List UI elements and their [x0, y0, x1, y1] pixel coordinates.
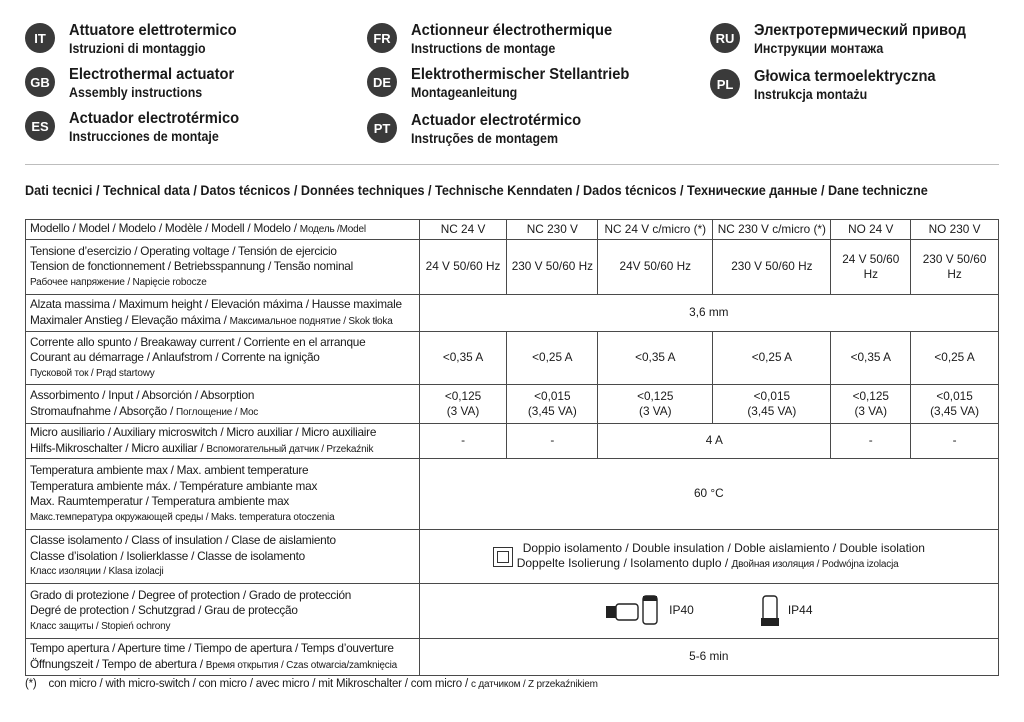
- language-block-de: [367, 66, 648, 101]
- language-title: Электротермический привод: [754, 22, 966, 39]
- table-cell: -: [831, 424, 911, 459]
- language-subtitle: Инструкции монтажа: [754, 41, 884, 56]
- cell-line: <0,015: [753, 388, 791, 403]
- table-cell: [419, 584, 998, 639]
- table-cell: [831, 385, 911, 424]
- table-row-micro: [26, 424, 999, 459]
- table-cell: -: [419, 424, 507, 459]
- language-block-gb: [25, 66, 249, 101]
- model-header: NC 230 V c/micro (*): [713, 220, 831, 240]
- language-badge: GB: [25, 67, 55, 97]
- table-row-insulation: [26, 530, 999, 584]
- table-cell: <0,25 A: [911, 332, 999, 385]
- label-line: Stromaufnahme / Absorção /: [30, 403, 174, 418]
- row-label: [26, 459, 420, 530]
- label-text-small: Поглощение / Moc: [176, 406, 259, 418]
- table-row-voltage: [26, 240, 999, 295]
- label-line: Tempo apertura / Aperture time / Tiempo de apertura / Temps d’ouverture: [30, 641, 394, 655]
- cell-line: <0,125: [637, 388, 674, 403]
- footnote: [25, 678, 598, 690]
- section-title: Dati tecnici / Technical data / Datos técnicos / Données techniques / Technische Kenndaten / Dados técnicos / Технические данные / Dane techniczne: [25, 183, 928, 198]
- language-title: Attuatore elettrotermico: [69, 22, 237, 39]
- label-line: Рабочее напряжение / Napięcie robocze: [30, 276, 207, 288]
- label-line: Classe d’isolation / Isolierklasse / Classe de isolamento: [30, 548, 305, 563]
- table-cell: 24V 50/60 Hz: [598, 240, 713, 295]
- language-block-pt: [367, 112, 596, 147]
- language-block-es: [25, 110, 254, 145]
- language-subtitle: Instrukcja montażu: [754, 87, 868, 102]
- table-cell: 5-6 min: [419, 639, 998, 676]
- cell-line: Doppio isolamento / Double insulation / Doble aislamiento / Double isolation: [522, 540, 925, 555]
- language-block-it: [25, 22, 251, 57]
- row-label: [26, 639, 420, 676]
- label-line: Classe isolamento / Class of insulation / Clase de aislamiento: [30, 533, 336, 548]
- language-subtitle: Instrucciones de montaje: [69, 129, 219, 144]
- table-cell: <0,35 A: [831, 332, 911, 385]
- label-line: Öffnungszeit / Tempo de abertura /: [30, 656, 203, 671]
- language-badge: FR: [367, 23, 397, 53]
- label-line: Макс.температура окружающей среды / Maks. temperatura otoczenia: [30, 511, 335, 523]
- table-row-breakaway: [26, 332, 999, 385]
- cell-line: <0,015: [534, 388, 571, 403]
- table-row-temperature: [26, 459, 999, 530]
- language-badge: PL: [710, 69, 740, 99]
- insulation-value: [424, 541, 994, 573]
- table-cell: <0,25 A: [713, 332, 831, 385]
- table-cell: 60 °C: [419, 459, 998, 530]
- table-cell: -: [507, 424, 598, 459]
- label-line: Hilfs-Mikroschalter / Micro auxiliar /: [30, 440, 204, 455]
- footnote-text: (*) con micro / with micro-switch / con micro / avec micro / mit Mikroschalter / com micro /: [25, 678, 468, 690]
- label-line: Temperatura ambiente máx. / Température ambiante max: [30, 478, 318, 493]
- label-text-small: Вспомогательный датчик / Przekaźnik: [206, 443, 374, 455]
- cell-line: (3,45 VA): [747, 404, 797, 418]
- model-header: NO 24 V: [831, 220, 911, 240]
- model-header: NC 24 V c/micro (*): [598, 220, 713, 240]
- label-line: Assorbimento / Input / Absorción / Absorption: [30, 388, 255, 402]
- row-label: [26, 240, 420, 295]
- language-title: Actuador electrotérmico: [69, 110, 240, 127]
- language-subtitle: Montageanleitung: [411, 85, 518, 100]
- label-text-small: Двойная изоляция / Podwójna izolacja: [731, 559, 899, 570]
- row-label: [26, 584, 420, 639]
- language-subtitle: Instruções de montagem: [411, 131, 559, 146]
- label-line: Tension de fonctionnement / Betriebsspannung / Tensão nominal: [30, 259, 353, 274]
- language-subtitle: Instructions de montage: [411, 41, 556, 56]
- table-cell: 230 V 50/60 Hz: [911, 240, 999, 295]
- table-row-height: [26, 295, 999, 332]
- label-line: Max. Raumtemperatur / Temperatura ambiente max: [30, 494, 290, 508]
- technical-data-table: [25, 219, 999, 676]
- row-label: [26, 220, 420, 240]
- label-line: Alzata massima / Maximum height / Elevación máxima / Hausse maximale: [30, 297, 402, 311]
- table-cell: [507, 385, 598, 424]
- language-badge: PT: [367, 113, 397, 143]
- cell-line: <0,125: [852, 388, 889, 403]
- language-badge: DE: [367, 67, 397, 97]
- cell-line: Doppelte Isolierung / Isolamento duplo /: [516, 556, 729, 570]
- cell-line: <0,125: [444, 388, 482, 403]
- cell-line: (3 VA): [446, 404, 480, 418]
- language-title: Elektrothermischer Stellantrieb: [411, 66, 630, 83]
- actuator-vertical-icon: [760, 594, 780, 628]
- double-insulation-icon: [493, 547, 513, 567]
- table-row-aperture: [26, 639, 999, 676]
- table-cell: [419, 385, 507, 424]
- label-line: Corrente allo spunto / Breakaway current / Corriente en el arranque: [30, 334, 366, 349]
- model-header: NO 230 V: [911, 220, 999, 240]
- language-subtitle: Istruzioni di montaggio: [69, 41, 206, 56]
- table-cell: -: [911, 424, 999, 459]
- ip44-label: IP44: [787, 603, 813, 618]
- label-text-small: Модель /Model: [299, 224, 366, 236]
- table-cell: 3,6 mm: [419, 295, 998, 332]
- label-line: Класс изоляции / Klasa izolacji: [30, 566, 164, 578]
- label-line: Courant au démarrage / Anlaufstrom / Corrente na ignição: [30, 350, 320, 365]
- table-cell: 230 V 50/60 Hz: [507, 240, 598, 295]
- row-label: [26, 530, 420, 584]
- language-block-fr: [367, 22, 630, 57]
- table-row-input: [26, 385, 999, 424]
- table-cell: 24 V 50/60 Hz: [831, 240, 911, 295]
- table-cell: <0,35 A: [419, 332, 507, 385]
- language-subtitle: Assembly instructions: [69, 85, 203, 100]
- table-cell: [598, 385, 713, 424]
- table-cell: <0,35 A: [598, 332, 713, 385]
- model-header: NC 24 V: [419, 220, 507, 240]
- label-line: Degré de protection / Schutzgrad / Grau de protecção: [30, 603, 298, 618]
- cell-line: <0,015: [936, 388, 973, 403]
- row-label: [26, 295, 420, 332]
- label-line: Micro ausiliario / Auxiliary microswitch / Micro auxiliar / Micro auxiliaire: [30, 425, 377, 439]
- cell-line: (3,45 VA): [930, 404, 980, 418]
- label-text: Modello / Model / Modelo / Modèle / Modell / Modelo /: [30, 221, 297, 236]
- label-line: Maximaler Anstieg / Elevação máxima /: [30, 312, 227, 327]
- label-line: Tensione d’esercizio / Operating voltage / Tensión de ejercicio: [30, 243, 337, 258]
- label-line: Класс защиты / Stopień ochrony: [30, 620, 171, 632]
- table-row-protection: [26, 584, 999, 639]
- language-badge: RU: [710, 23, 740, 53]
- table-cell: <0,25 A: [507, 332, 598, 385]
- row-label: [26, 332, 420, 385]
- table-cell: [911, 385, 999, 424]
- language-badge: IT: [25, 23, 55, 53]
- row-label: [26, 385, 420, 424]
- ip40-label: IP40: [669, 603, 694, 618]
- label-text-small: Максимальное поднятие / Skok tłoka: [229, 315, 393, 327]
- cell-line: (3,45 VA): [527, 404, 577, 418]
- table-row-model: [26, 220, 999, 240]
- actuator-horizontal-icon: [605, 594, 661, 628]
- language-title: Actionneur électrothermique: [411, 22, 613, 39]
- footnote-text-small: с датчиком / Z przekaźnikiem: [471, 679, 598, 690]
- table-cell: [713, 385, 831, 424]
- language-title: Actuador electrotérmico: [411, 112, 582, 129]
- label-line: Пусковой ток / Prąd startowy: [30, 367, 155, 379]
- language-title: Głowica termoelektryczna: [754, 68, 936, 85]
- label-line: Grado di protezione / Degree of protection / Grado de protección: [30, 587, 352, 602]
- language-title: Electrothermal actuator: [69, 66, 235, 83]
- table-cell: 230 V 50/60 Hz: [713, 240, 831, 295]
- row-label: [26, 424, 420, 459]
- table-cell: 4 A: [598, 424, 831, 459]
- label-line: Temperatura ambiente max / Max. ambient temperature: [30, 463, 309, 477]
- table-cell: [419, 530, 998, 584]
- model-header: NC 230 V: [507, 220, 598, 240]
- cell-line: (3 VA): [639, 404, 672, 418]
- language-block-ru: [710, 22, 984, 57]
- language-badge: ES: [25, 111, 55, 141]
- cell-line: (3 VA): [854, 404, 888, 418]
- protection-value: [424, 594, 994, 628]
- table-cell: 24 V 50/60 Hz: [419, 240, 507, 295]
- language-block-pl: [710, 68, 951, 103]
- label-text-small: Время открытия / Czas otwarcia/zamknięcia: [205, 659, 397, 671]
- divider: [25, 164, 999, 165]
